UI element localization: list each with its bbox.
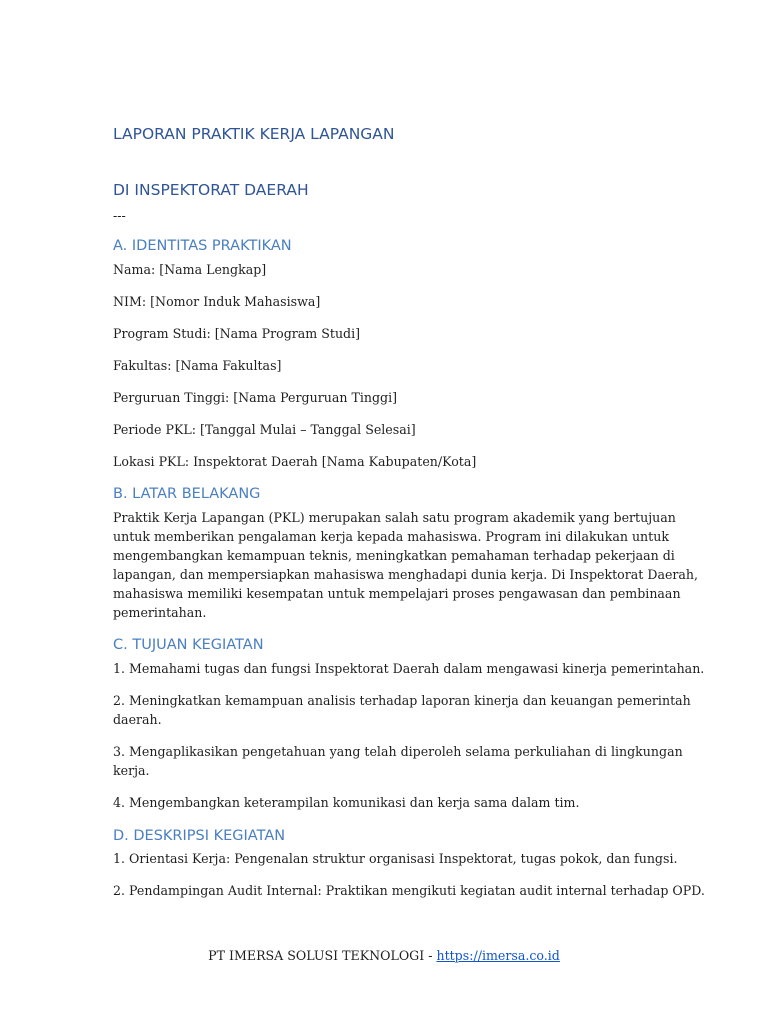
section-heading-tujuan: C. TUJUAN KEGIATAN <box>113 637 264 653</box>
identity-line-perguruan: Perguruan Tinggi: [Nama Perguruan Tinggi] <box>113 390 398 405</box>
latar-line: lapangan, dan mempersiapkan mahasiswa menghadapi dunia kerja. Di Inspektorat Daerah, <box>113 567 699 582</box>
identity-line-fakultas: Fakultas: [Nama Fakultas] <box>113 358 282 373</box>
document-title-line1: LAPORAN PRAKTIK KERJA LAPANGAN <box>113 125 395 143</box>
latar-line: untuk memberikan pengalaman kerja kepada mahasiswa. Program ini dilakukan untuk <box>113 529 669 544</box>
identity-line-prodi: Program Studi: [Nama Program Studi] <box>113 326 361 341</box>
section-heading-latar: B. LATAR BELAKANG <box>113 486 261 502</box>
section-heading-deskripsi: D. DESKRIPSI KEGIATAN <box>113 828 286 844</box>
tujuan-line: daerah. <box>113 712 162 727</box>
tujuan-item-4: 4. Mengembangkan keterampilan komunikasi dan kerja sama dalam tim. <box>113 795 580 810</box>
tujuan-item-1: 1. Memahami tugas dan fungsi Inspektorat Daerah dalam mengawasi kinerja pemerintahan. <box>113 661 705 676</box>
identity-line-nim: NIM: [Nomor Induk Mahasiswa] <box>113 294 321 309</box>
latar-line: mengembangkan kemampuan teknis, meningkatkan pemahaman terhadap pekerjaan di <box>113 548 675 563</box>
deskripsi-item-1: 1. Orientasi Kerja: Pengenalan struktur organisasi Inspektorat, tugas pokok, dan fungsi. <box>113 851 678 866</box>
latar-belakang-paragraph <box>113 508 699 622</box>
tujuan-line: kerja. <box>113 763 150 778</box>
identity-line-lokasi: Lokasi PKL: Inspektorat Daerah [Nama Kabupaten/Kota] <box>113 454 477 469</box>
deskripsi-item-2: 2. Pendampingan Audit Internal: Praktikan mengikuti kegiatan audit internal terhadap OPD. <box>113 883 705 898</box>
page-footer <box>0 946 768 965</box>
latar-line: Praktik Kerja Lapangan (PKL) merupakan salah satu program akademik yang bertujuan <box>113 510 676 525</box>
separator: --- <box>113 208 126 223</box>
document-title-line2: DI INSPEKTORAT DAERAH <box>113 181 309 199</box>
tujuan-item-2 <box>113 691 691 729</box>
identity-line-periode: Periode PKL: [Tanggal Mulai – Tanggal Selesai] <box>113 422 416 437</box>
tujuan-line: 2. Meningkatkan kemampuan analisis terhadap laporan kinerja dan keuangan pemerintah <box>113 693 691 708</box>
section-heading-identitas: A. IDENTITAS PRAKTIKAN <box>113 238 292 254</box>
latar-line: mahasiswa memiliki kesempatan untuk mempelajari proses pengawasan dan pembinaan <box>113 586 681 601</box>
latar-line: pemerintahan. <box>113 605 207 620</box>
tujuan-line: 3. Mengaplikasikan pengetahuan yang telah diperoleh selama perkuliahan di lingkungan <box>113 744 683 759</box>
footer-company: PT IMERSA SOLUSI TEKNOLOGI - <box>208 948 437 963</box>
identity-line-nama: Nama: [Nama Lengkap] <box>113 262 267 277</box>
tujuan-item-3 <box>113 742 683 780</box>
footer-website-link[interactable]: https://imersa.co.id <box>436 948 560 963</box>
